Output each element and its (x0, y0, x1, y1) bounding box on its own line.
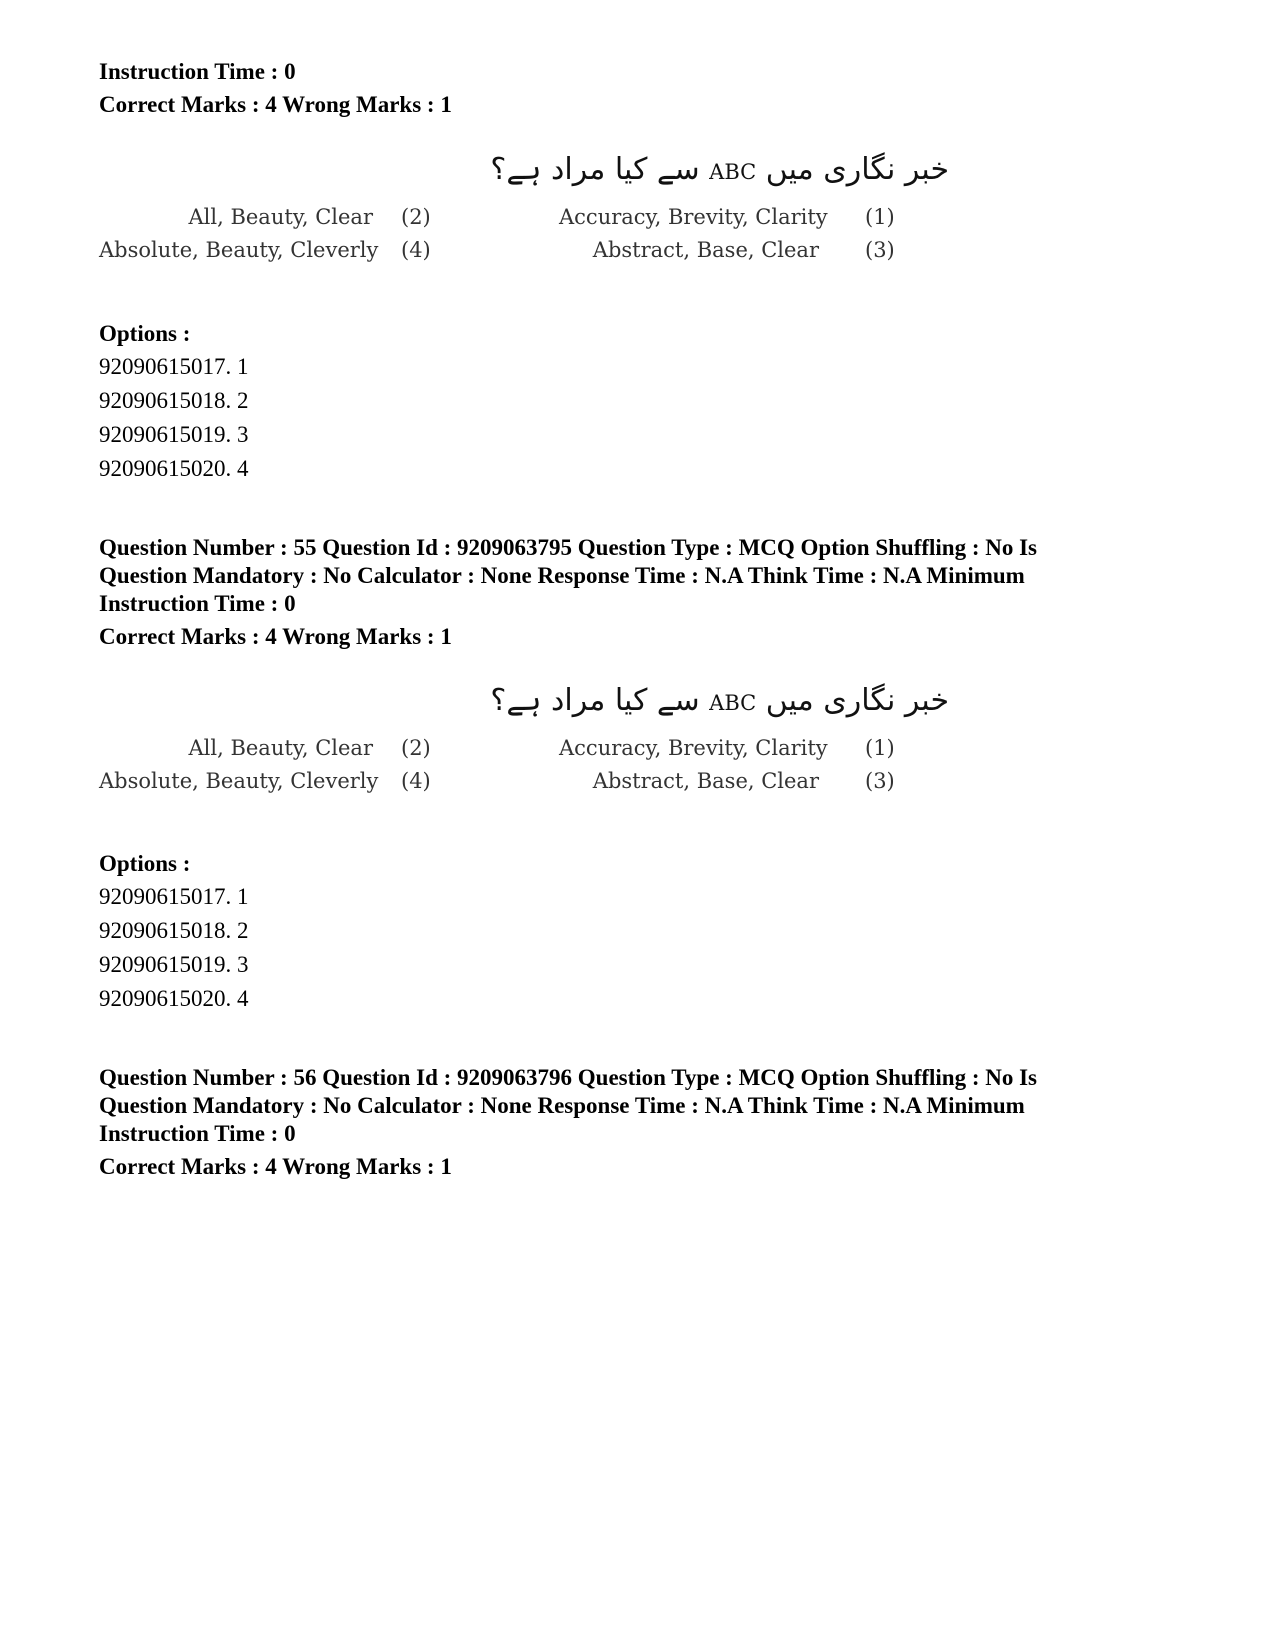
option-item: 92090615019. 3 (99, 422, 249, 447)
option-item: 92090615018. 2 (99, 918, 249, 943)
question-header: Instruction Time : 0 (99, 1121, 296, 1146)
option-item: 92090615019. 3 (99, 952, 249, 977)
choice-text: Abstract, Base, Clear (592, 769, 819, 793)
instruction-time: Instruction Time : 0 (99, 59, 296, 84)
choice-number: (1) (865, 205, 895, 229)
question-image (99, 681, 949, 821)
choice-number: (4) (401, 238, 431, 262)
question-text-urdu: خبر نگاری میں ABC سے کیا مراد ہے؟ (490, 152, 949, 187)
choice-text: Abstract, Base, Clear (592, 238, 819, 262)
choice-number: (2) (401, 205, 431, 229)
marks-line: Correct Marks : 4 Wrong Marks : 1 (99, 92, 452, 117)
option-item: 92090615017. 1 (99, 354, 249, 379)
choice-text: Absolute, Beauty, Cleverly (99, 769, 379, 793)
question-image (99, 150, 949, 290)
choice-text: Accuracy, Brevity, Clarity (559, 205, 828, 229)
marks-line: Correct Marks : 4 Wrong Marks : 1 (99, 624, 452, 649)
choice-text: All, Beauty, Clear (188, 205, 373, 229)
choice-text: Absolute, Beauty, Cleverly (99, 238, 379, 262)
choice-text: All, Beauty, Clear (188, 736, 373, 760)
options-label: Options : (99, 321, 191, 346)
question-header: Question Mandatory : No Calculator : None Response Time : N.A Think Time : N.A Minimum (99, 563, 1025, 588)
option-item: 92090615017. 1 (99, 884, 249, 909)
marks-line: Correct Marks : 4 Wrong Marks : 1 (99, 1154, 452, 1179)
choice-text: Accuracy, Brevity, Clarity (559, 736, 828, 760)
choice-number: (4) (401, 769, 431, 793)
choice-number: (2) (401, 736, 431, 760)
option-item: 92090615020. 4 (99, 456, 249, 481)
options-label: Options : (99, 851, 191, 876)
question-header: Question Mandatory : No Calculator : None Response Time : N.A Think Time : N.A Minimum (99, 1093, 1025, 1118)
question-header: Instruction Time : 0 (99, 591, 296, 616)
question-header: Question Number : 55 Question Id : 9209063795 Question Type : MCQ Option Shuffling : No Is (99, 535, 1038, 560)
choice-number: (1) (865, 736, 895, 760)
question-text-urdu: خبر نگاری میں ABC سے کیا مراد ہے؟ (490, 683, 949, 718)
choice-number: (3) (865, 238, 895, 262)
option-item: 92090615018. 2 (99, 388, 249, 413)
choice-number: (3) (865, 769, 895, 793)
question-header: Question Number : 56 Question Id : 9209063796 Question Type : MCQ Option Shuffling : No Is (99, 1065, 1038, 1090)
option-item: 92090615020. 4 (99, 986, 249, 1011)
